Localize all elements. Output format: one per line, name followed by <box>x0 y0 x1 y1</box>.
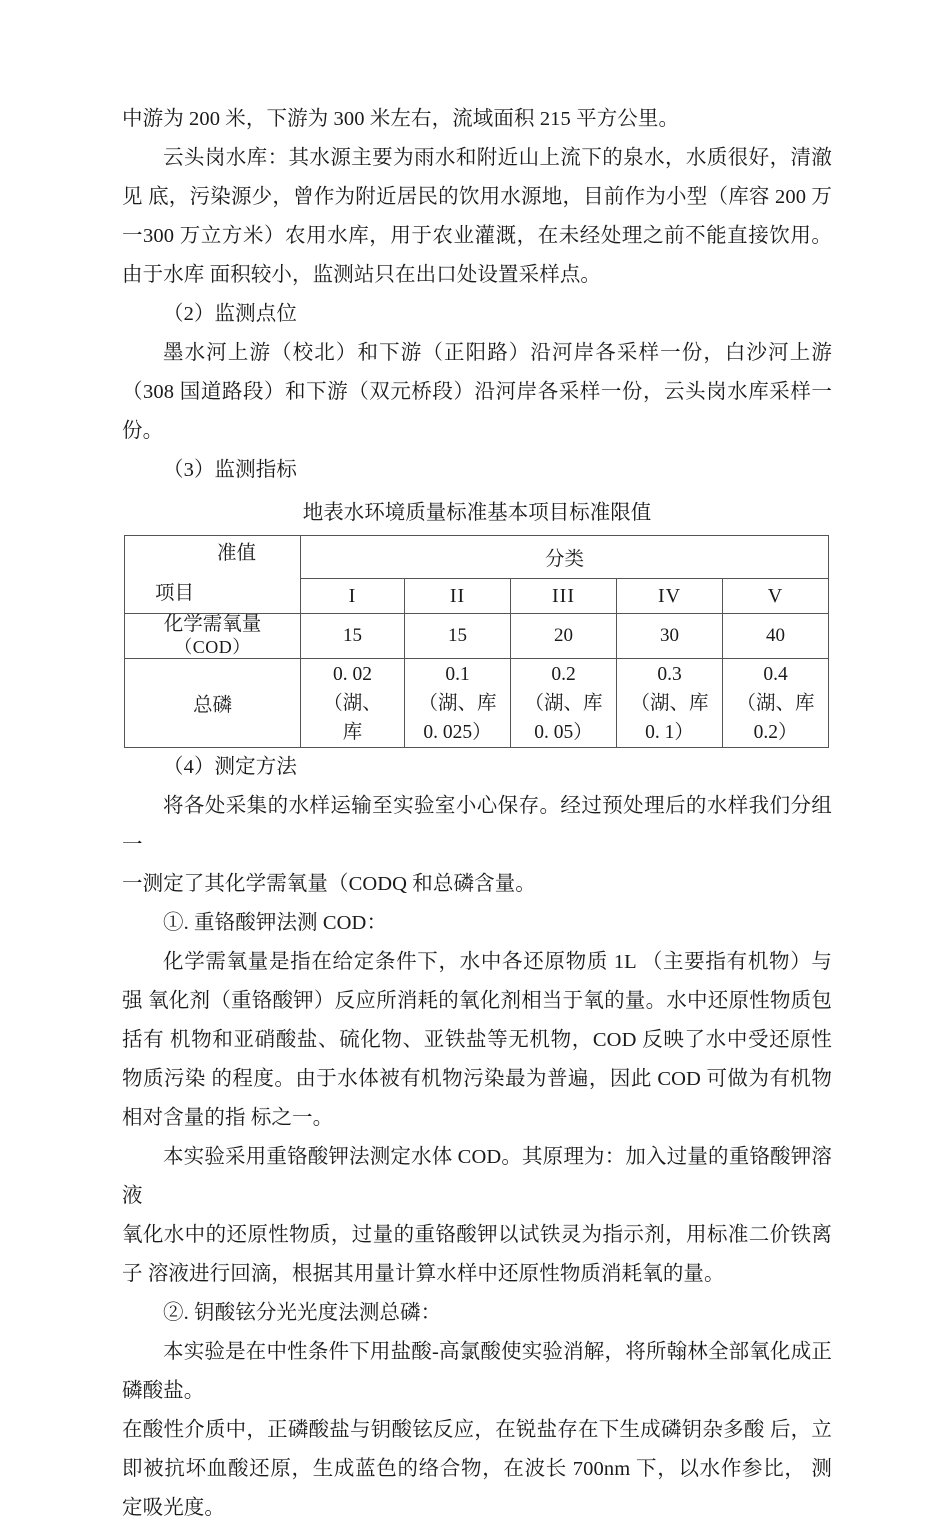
table-group-header: 分类 <box>301 536 829 579</box>
paragraph-p5-heading: （3）监测指标 <box>163 459 297 481</box>
cell-cod-2: 15 <box>405 614 511 659</box>
cell-tp-1-line3: 库 <box>342 722 363 743</box>
paragraph-p8: 一测定了其化学需氧量（CODQ 和总磷含量。 <box>122 873 536 895</box>
cell-tp-3 <box>511 659 617 748</box>
paragraph-p9-heading: ①. 重铬酸钾法测 COD： <box>163 912 388 934</box>
corner-bottom-label: 项目 <box>155 583 195 604</box>
row-label-cod-line2: （COD） <box>174 637 251 657</box>
cell-tp-4-line1: 0.3 <box>657 664 682 685</box>
paragraph-p2: 云头岗水库：其水源主要为雨水和附近山上流下的泉水，水质很好，清澈见 底，污染源少，曾作为附近居民的饮用水源地，目前作为小型（库容 200 万一300 万立方米）农用水库，用于农业灌溉，在未经处理之前不能直接饮用。由于水库 面积较小，监测站只在出口处设置采样点。 <box>122 147 832 286</box>
cell-tp-2-line1: 0.1 <box>445 664 470 685</box>
text-block-upper <box>122 100 832 490</box>
cell-cod-3: 20 <box>511 614 617 659</box>
cell-tp-4-line2: （湖、库 <box>630 693 709 714</box>
row-label-total-phosphorus: 总磷 <box>125 659 301 748</box>
table-caption: 地表水环境质量标准基本项目标准限值 <box>302 502 652 524</box>
cell-cod-1: 15 <box>301 614 405 659</box>
paragraph-p7: 将各处采集的水样运输至实验室小心保存。经过预处理后的水样我们分组一 <box>122 795 832 856</box>
standards-table-container <box>124 535 828 748</box>
cell-tp-5-line3: 0.2） <box>753 722 798 743</box>
paragraph-p13-heading: ②. 钥酸铉分光光度法测总磷： <box>163 1302 442 1324</box>
class-header-2: II <box>405 579 511 614</box>
cell-tp-4 <box>617 659 723 748</box>
row-label-cod-line1: 化学需氧量 <box>163 614 262 635</box>
cell-tp-5-line1: 0.4 <box>763 664 788 685</box>
cell-tp-1-line2: （湖、 <box>323 693 382 714</box>
cell-tp-2-line2: （湖、库 <box>418 693 497 714</box>
paragraph-p10: 化学需氧量是指在给定条件下，水中各还原物质 1L （主要指有机物）与强 氧化剂（重铬酸钾）反应所消耗的氧化剂相当于氧的量。水中还原性物质包括有 机物和亚硝酸盐、硫化物、亚铁盐等无机物，COD 反映了水中受还原性物质污染 的程度。由于水体被有机物污染最为普遍，因此 COD 可做为有机物相对含量的指 标之一。 <box>122 951 832 1129</box>
cell-tp-4-line3: 0. 1） <box>645 722 694 743</box>
text-block-lower <box>122 748 832 1528</box>
surface-water-standards-table <box>124 535 829 748</box>
class-header-3: III <box>511 579 617 614</box>
paragraph-p1: 中游为 200 米，下游为 300 米左右，流域面积 215 平方公里。 <box>122 108 680 130</box>
table-row <box>125 659 829 748</box>
corner-top-label: 准值 <box>216 543 256 564</box>
cell-tp-5 <box>723 659 829 748</box>
paragraph-p11: 本实验采用重铬酸钾法测定水体 COD。其原理为：加入过量的重铬酸钾溶液 <box>122 1146 832 1207</box>
cell-tp-5-line2: （湖、库 <box>736 693 815 714</box>
cell-tp-3-line3: 0. 05） <box>534 722 593 743</box>
cell-tp-2 <box>405 659 511 748</box>
cell-tp-2-line3: 0. 025） <box>423 722 492 743</box>
class-header-4: IV <box>617 579 723 614</box>
paragraph-p14: 本实验是在中性条件下用盐酸-高氯酸使实验消解，将所翰林全部氧化成正 磷酸盐。 <box>122 1341 832 1402</box>
cell-cod-4: 30 <box>617 614 723 659</box>
cell-tp-1-line1: 0. 02 <box>333 664 372 685</box>
table-row <box>125 614 829 659</box>
paragraph-p12: 氧化水中的还原性物质，过量的重铬酸钾以试铁灵为指示剂，用标准二价铁离子 溶液进行回滴，根据其用量计算水样中还原性物质消耗氧的量。 <box>122 1224 832 1285</box>
cell-cod-5: 40 <box>723 614 829 659</box>
paragraph-p6-heading: （4）测定方法 <box>163 756 297 778</box>
paragraph-p3-heading: （2）监测点位 <box>163 303 297 325</box>
cell-tp-3-line2: （湖、库 <box>524 693 603 714</box>
class-header-1: I <box>301 579 405 614</box>
table-corner-header <box>125 536 301 614</box>
paragraph-p4: 墨水河上游（校北）和下游（正阳路）沿河岸各采样一份，白沙河上游（308 国道路段）和下游（双元桥段）沿河岸各采样一份，云头岗水库采样一份。 <box>122 342 832 442</box>
cell-tp-3-line1: 0.2 <box>551 664 576 685</box>
row-label-cod <box>125 614 301 659</box>
class-header-5: V <box>723 579 829 614</box>
cell-tp-1 <box>301 659 405 748</box>
table-header-row-group <box>125 536 829 579</box>
paragraph-p15: 在酸性介质中，正磷酸盐与钥酸铉反应，在锐盐存在下生成磷钥杂多酸 后，立即被抗坏血酸还原，生成蓝色的络合物，在波长 700nm 下，以水作参比， 测定吸光度。 <box>122 1419 832 1519</box>
